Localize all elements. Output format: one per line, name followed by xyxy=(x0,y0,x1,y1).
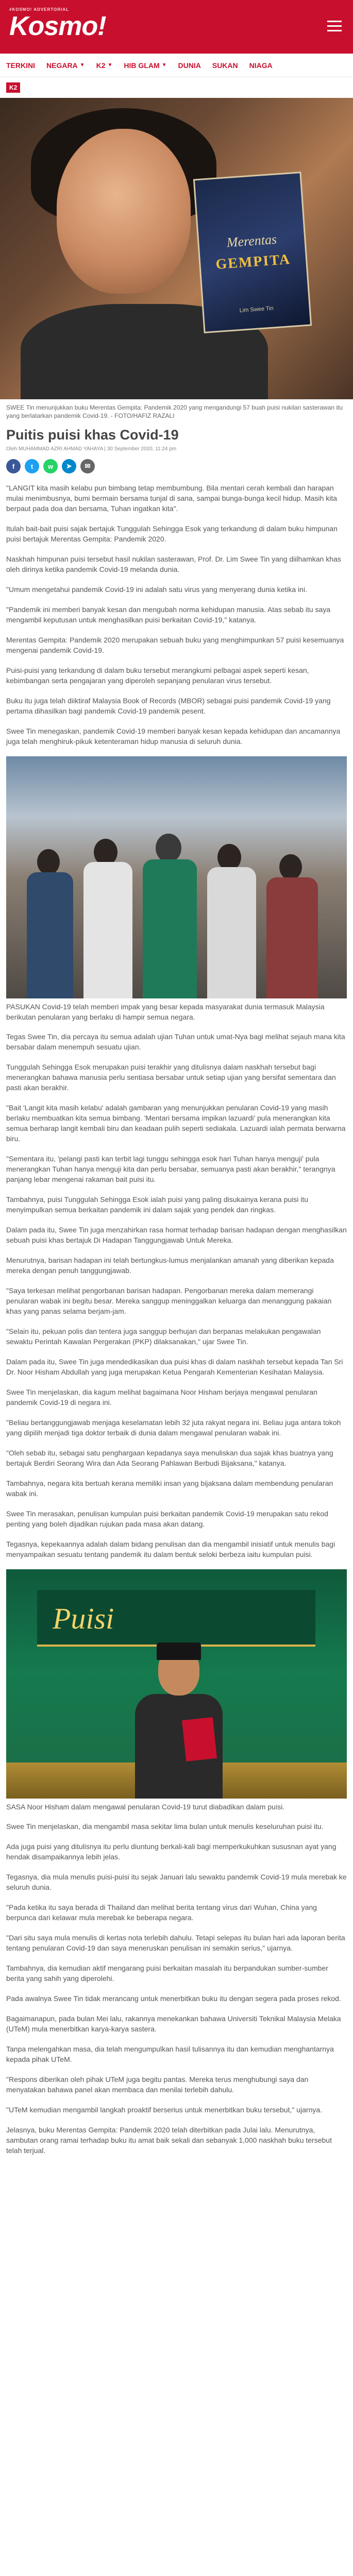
article-paragraph: "Pada ketika itu saya berada di Thailand dan melihat berita tentang virus dari Wuhan, China yang berpunca dari kelawar mula merebak ke beberapa negara. xyxy=(6,1903,317,1922)
article-paragraph: Menurutnya, barisan hadapan ini telah bertungkus-lumus menjalankan amanah yang diberikan kepada mereka dengan penuh tanggungjawab. xyxy=(6,1256,334,1275)
article-paragraph: Tambahnya, puisi Tunggulah Sehingga Esok ialah puisi yang paling disukainya kerana puisi itu menyimpulkan semua berkaitan pandemik ini dalam sajak yang pendek dan ringkas. xyxy=(6,1195,309,1214)
site-logo[interactable] xyxy=(9,7,106,40)
masthead xyxy=(0,0,353,54)
article-paragraph: Tegasnya, dia mula menulis puisi-puisi itu sejak Januari lalu sewaktu pandemik Covid-19 mula merebak ke seluruh dunia. xyxy=(6,1873,347,1891)
email-icon[interactable]: ✉ xyxy=(80,459,95,473)
paragraph-group-c xyxy=(0,1821,353,2156)
article-meta: Oleh MUHAMMAD AZRI AHMAD YAHAYA | 30 September 2020, 11:24 pm xyxy=(6,446,177,452)
hero-caption: SWEE Tin menunjukkan buku Merentas Gempita: Pandemik 2020 yang mengandungi 57 buah puisi nukilan sasterawan itu yang berlatarkan pandemik Covid-19. - FOTO/HAFIZ RAZALI xyxy=(6,404,343,419)
article-paragraph: Buku itu juga telah diiktiraf Malaysia Book of Records (MBOR) sebagai puisi pandemik Covid-19 yang pertama dihasilkan bagi pandemik Covid-19 pandemik pesent. xyxy=(6,697,331,715)
ceremony-photo: Puisi xyxy=(6,1569,347,1799)
share-bar xyxy=(0,459,353,483)
article-paragraph: "Sementara itu, 'pelangi pasti kan terbit lagi tunggu sehingga esok hari Tuhan hanya menguji' pula menerangkan Tuhan hanya menguji kita dan perlu bersabar, semuanya pasti akan berakhir," terangnya panjang lebar mengenai rakaman bait puisi itu. xyxy=(6,1155,335,1183)
site-name: Kosmo! xyxy=(9,11,106,41)
article-paragraph: Tanpa melengahkan masa, dia telah mengumpulkan hasil tulisannya itu dan kemudian menghantarnya kepada pihak UTeM. xyxy=(6,2045,334,2063)
chevron-down-icon: ▼ xyxy=(161,62,167,68)
nav-item-negara[interactable]: NEGARA ▼ xyxy=(46,61,85,70)
article-paragraph: Tunggulah Sehingga Esok merupakan puisi terakhir yang ditulisnya dalam naskhah tersebut bagi menerangkan bahawa manusia perlu sentiasa bersabar untuk setiap ujian yang bersifat sementara dan pasti akan berakhir. xyxy=(6,1063,336,1092)
hamburger-menu-icon[interactable] xyxy=(327,21,342,32)
article-paragraph: Tegasnya, kepekaannya adalah dalam bidang penulisan dan dia mengambil inisiatif untuk menulis bagi menyampaikan sesuatu tentang pandemik itu dalam bentuk seloki berbeza iaitu kumpulan puisi. xyxy=(6,1540,335,1558)
article-paragraph: Tegas Swee Tin, dia percaya itu semua adalah ujian Tuhan untuk umat-Nya bagi melihat sejauh mana kita bersabar dalam menempuh sesuatu ujian. xyxy=(6,1032,345,1051)
article-paragraph: Itulah bait-bait puisi sajak bertajuk Tunggulah Sehingga Esok yang terkandung di dalam buku himpunan puisi bertajuk Merentas Gempita: Pandemik 2020. xyxy=(6,524,338,543)
nav-item-sukan[interactable]: SUKAN xyxy=(212,61,238,70)
article-paragraph: Puisi-puisi yang terkandung di dalam buku tersebut merangkumi pelbagai aspek seperti kesan, kebimbangan serta pengajaran yang diperoleh sepanjang penularan virus tersebut. xyxy=(6,666,309,685)
paragraph-group-a xyxy=(0,483,353,747)
article-paragraph: "Oleh sebab itu, sebagai satu penghargaan kepadanya saya menuliskan dua sajak khas buatnya yang bertajuk Berdiri Seorang Wira dan Ada Seorang Pahlawan Berbudi Bijaksana," katanya. xyxy=(6,1449,333,1467)
article-paragraph: "LANGIT kita masih kelabu pun bimbang tetap membumbung. Bila mentari cerah kembali dan harapan mulai menimbusnya, bumi bermain bersama tunjal di sana, sampai bunga-bunga kecil hidup. Masih kita berpaut pada doa dan bersama, Tuhan ingatkan kita". xyxy=(6,484,338,513)
article-paragraph: "Pandemik ini memberi banyak kesan dan mengubah norma kehidupan manusia. Atas sebab itu saya mengambil keputusan untuk menghasilkan puisi berkaitan Covid-19," katanya. xyxy=(6,605,331,624)
article-paragraph: "Umum mengetahui pandemik Covid-19 ini adalah satu virus yang menyerang dunia ketika ini. xyxy=(6,585,307,594)
book-cover: Merentas GEMPITA Lim Swee Tin xyxy=(193,172,312,333)
article-paragraph: Jelasnya, buku Merentas Gempita: Pandemik 2020 telah diterbitkan pada Julai lalu. Menurutnya, sambutan orang ramai terhadap buku itu amat baik sekali dan sebanyak 1,000 naskhah buku tersebut telah terjual. xyxy=(6,2126,332,2155)
chevron-down-icon: ▼ xyxy=(79,62,85,68)
article-paragraph: Merentas Gempita: Pandemik 2020 merupakan sebuah buku yang menghimpunkan 57 puisi kesemuanya mengenai pandemik Covid-19. xyxy=(6,636,344,654)
nav-item-hib-glam[interactable]: HIB GLAM ▼ xyxy=(124,61,167,70)
crowd-caption: PASUKAN Covid-19 telah memberi impak yang besar kepada masyarakat dunia termasuk Malaysia berikutan penularan yang berlaku di hampir semua negara. xyxy=(6,1003,325,1021)
facebook-icon[interactable]: f xyxy=(6,459,21,473)
nav-item-k2[interactable]: K2 ▼ xyxy=(96,61,113,70)
twitter-icon[interactable]: t xyxy=(25,459,39,473)
article-paragraph: Tambahnya, negara kita bertuah kerana memiliki insan yang bijaksana dalam membendung penularan wabak ini. xyxy=(6,1479,333,1498)
site-tagline: #KOSMO! ADVERTORIAL xyxy=(9,7,69,12)
article-paragraph: Dalam pada itu, Swee Tin juga mendedikasikan dua puisi khas di dalam naskhah tersebut kepada Tan Sri Dr. Noor Hisham Abdullah yang juga merupakan Ketua Pengarah Kementerian Kesihatan Malaysia. xyxy=(6,1358,343,1376)
article-paragraph: Swee Tin menegaskan, pandemik Covid-19 memberi banyak kesan kepada kehidupan dan ancamannya juga telah menghiruk-pikuk ketenteraman hidup manusia di seluruh dunia. xyxy=(6,727,341,745)
article-paragraph: "Dari situ saya mula menulis di kertas nota terlebih dahulu. Tetapi selepas itu bulan hari ada laporan berita tentang penularan Covid-19 dan saya meneruskan penulisan ini semakin serius," ujarnya. xyxy=(6,1934,345,1952)
nav-item-terkini[interactable]: TERKINI xyxy=(6,61,35,70)
nav-item-dunia[interactable]: DUNIA xyxy=(178,61,201,70)
article-paragraph: "Respons diberikan oleh pihak UTeM juga begitu pantas. Mereka terus menghubungi saya dan menyatakan bahawa panel akan membaca dan menilai terlebih dahulu. xyxy=(6,2075,309,2094)
article-body xyxy=(0,483,353,2156)
section-tag[interactable]: K2 xyxy=(6,82,20,93)
article-paragraph: Pada awalnya Swee Tin tidak merancang untuk menerbitkan buku itu dengan segera pada proses rekod. xyxy=(6,1994,341,2003)
crowd-photo xyxy=(6,756,347,998)
article-paragraph: Ada juga puisi yang ditulisnya itu perlu diuntung berkali-kali bagi memperkukuhkan sususnan ayat yang hendak disampaikannya lebih jelas. xyxy=(6,1842,337,1861)
main-nav xyxy=(0,54,353,77)
article-paragraph: Swee Tin menjelaskan, dia kagum melihat bagaimana Noor Hisham berjaya mengawal penularan pandemik Covid-19 di negara ini. xyxy=(6,1388,317,1406)
article-paragraph: "Bait 'Langit kita masih kelabu' adalah gambaran yang menunjukkan penularan Covid-19 yang masih berlaku membuatkan kita semua bimbang. 'Mentari bersama impikan lazuardi' pula menerangkan kita semua berharap langit kembali biru dan keadaan pulih seperti sediakala. Lazuardi ialah permata berwarna biru. xyxy=(6,1104,346,1143)
article-paragraph: "Selain itu, pekuan polis dan tentera juga sanggup berhujan dan berpanas melakukan pengawalan sewaktu Perintah Kawalan Pergerakan (PKP) dilaksanakan," ujar Swee Tin. xyxy=(6,1327,321,1346)
article-paragraph: Swee Tin menjelaskan, dia mengambil masa sekitar lima bulan untuk menulis keseluruhan puisi itu. xyxy=(6,1822,324,1831)
hero-image xyxy=(0,98,353,399)
chevron-down-icon: ▼ xyxy=(107,62,113,68)
article-paragraph: "Beliau bertanggungjawab menjaga keselamatan lebih 32 juta rakyat negara ini. Beliau juga antara tokoh yang dipilih menjadi tiga doktor terbaik di dunia dalam mengawal penularan wabak ini. xyxy=(6,1418,341,1437)
article-paragraph: Dalam pada itu, Swee Tin juga menzahirkan rasa hormat terhadap barisan hadapan dengan menghasilkan sebuah puisi khas bertajuk Di Hadapan Tanggungjawab Untuk Mereka. xyxy=(6,1226,347,1244)
article-paragraph: Swee Tin merasakan, penulisan kumpulan puisi berkaitan pandemik Covid-19 merupakan satu rekod penting yang boleh dijadikan rujukan pada masa akan datang. xyxy=(6,1510,328,1528)
ceremony-caption: SASA Noor Hisham dalam mengawal penularan Covid-19 turut diabadikan dalam puisi. xyxy=(6,1803,285,1811)
article-paragraph: "UTeM kemudian mengambil langkah proaktif berserius untuk menerbitkan buku tersebut," ujarnya. xyxy=(6,2106,323,2114)
article-paragraph: Tambahnya, dia kemudian aktif mengarang puisi berkaitan masalah itu berpandukan sumber-sumber berita yang sahih yang diperolehi. xyxy=(6,1964,328,1982)
article-paragraph: Bagaimanapun, pada bulan Mei lalu, rakannya menekankan bahawa Universiti Teknikal Malaysia Melaka (UTeM) mula menerbitkan karya-karya sastera. xyxy=(6,2014,341,2033)
telegram-icon[interactable]: ➤ xyxy=(62,459,76,473)
article-title: Puitis puisi khas Covid-19 xyxy=(6,427,179,443)
article-paragraph: "Saya terkesan melihat pengorbanan barisan hadapan. Pengorbanan mereka dalam memerangi penularan wabak ini begitu besar. Mereka sanggup meninggalkan keluarga dan menanggung pakaian khas yang panas selama berjam-jam. xyxy=(6,1286,332,1315)
whatsapp-icon[interactable]: w xyxy=(43,459,58,473)
paragraph-group-b xyxy=(0,1031,353,1560)
nav-item-niaga[interactable]: NIAGA xyxy=(249,61,273,70)
article-paragraph: Naskhah himpunan puisi tersebut hasil nukilan sasterawan, Prof. Dr. Lim Swee Tin yang diilhamkan khas oleh dirinya ketika pandemik Covid-19 melanda dunia. xyxy=(6,555,341,573)
